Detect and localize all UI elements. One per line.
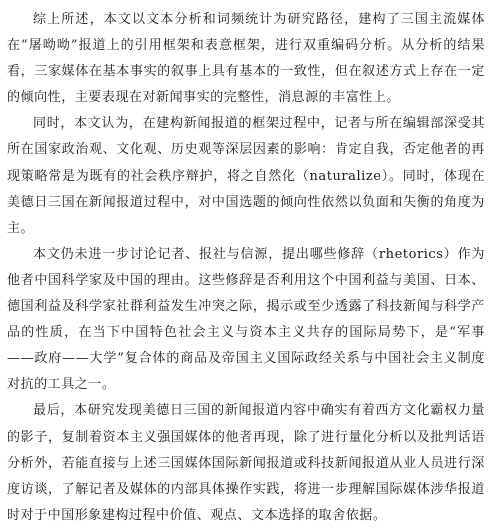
paragraph-rhetorics: 本文仍未进一步讨论记者、报社与信源，提出哪些修辞（rhetorics）作为他者中国科学家及中国的理由。这些修辞是否利用这个中国利益与美国、日本、德国利益及科学家社群利益发生冲突之际，揭示或至少透露了科技新闻与科学产品的性质，在当下中国特色社会主义与资本主义共存的国际局势下，是“军事——政府——大学”复合体的商品及帝国主义国际政经关系与中国社会主义制度对抗的工具之一。 xyxy=(7,246,485,393)
paragraph-conclusion: 最后，本研究发现美德日三国的新闻报道内容中确实有着西方文化霸权力量的影子，复制着资本主义强国媒体的他者再现，除了进行量化分析以及批判话语分析外，若能直接与上述三国媒体国际新闻报道或科技新闻报道从业人员进行深度访谈，了解记者及媒体的内部具体操作实践，将进一步理解国际媒体涉华报道时对于中国形象建构过程中价值、观点、文本选择的取舍依据。 xyxy=(7,403,485,523)
paragraph-summary: 综上所述，本文以文本分析和词频统计为研究路径，建构了三国主流媒体在“屠呦呦”报道上的引用框架和表意框架，进行双重编码分析。从分析的结果看，三家媒体在基本事实的叙事上具有基本的一致性，但在叙述方式上存在一定的倾向性，主要表现在对新闻事实的完整性，消息源的丰富性上。 xyxy=(7,12,485,106)
paragraph-framing: 同时，本文认为，在建构新闻报道的框架过程中，记者与所在编辑部深受其所在国家政治观、文化观、历史观等深层因素的影响：肯定自我，否定他者的再现策略常是为既有的社会秩序辩护，将之自然化（naturalize）。同时，体现在美德日三国在新闻报道过程中，对中国选题的倾向性依然以负面和失衡的角度为主。 xyxy=(7,116,485,236)
